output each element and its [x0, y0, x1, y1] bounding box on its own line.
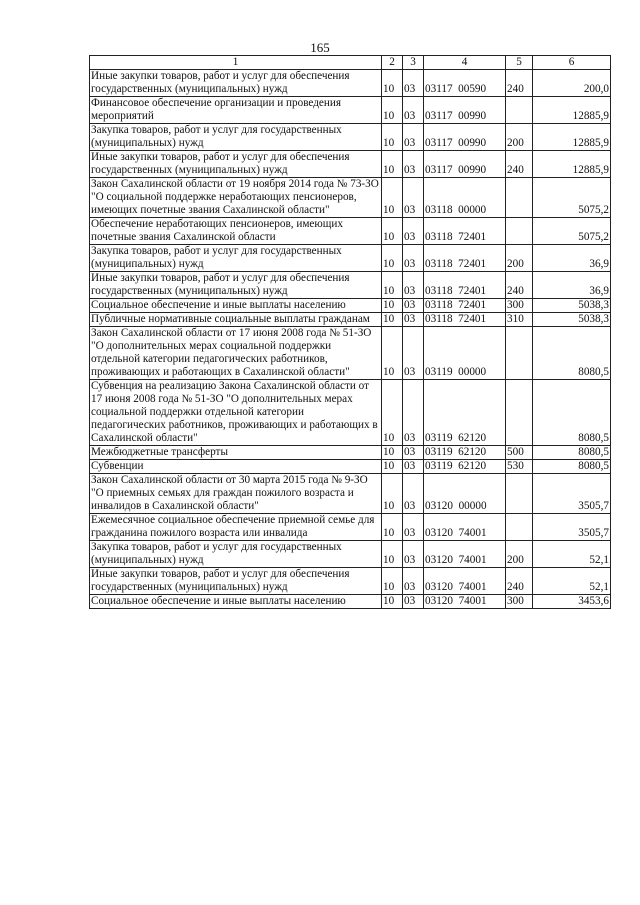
row-subsection: 03 [403, 595, 424, 609]
row-target-article: 03117 00590 [424, 70, 506, 97]
row-expense-type: 310 [506, 313, 533, 327]
row-amount: 12885,9 [533, 97, 611, 124]
row-name: Закон Сахалинской области от 19 ноября 2014 года № 73-ЗО "О социальной поддержке неработающих пенсионеров, имеющих почетные звания Сахалинской области" [90, 178, 382, 218]
row-subsection: 03 [403, 327, 424, 380]
row-amount: 8080,5 [533, 460, 611, 474]
row-expense-type: 240 [506, 70, 533, 97]
table-row [90, 514, 611, 541]
row-name: Субвенции [90, 460, 382, 474]
row-subsection: 03 [403, 313, 424, 327]
row-expense-type: 530 [506, 460, 533, 474]
table-row [90, 151, 611, 178]
row-subsection: 03 [403, 70, 424, 97]
row-name: Ежемесячное социальное обеспечение приемной семье для гражданина пожилого возраста или инвалида [90, 514, 382, 541]
row-expense-type [506, 327, 533, 380]
row-subsection: 03 [403, 178, 424, 218]
table-row [90, 124, 611, 151]
table-row [90, 245, 611, 272]
row-section: 10 [382, 245, 403, 272]
table-row [90, 178, 611, 218]
table-row [90, 541, 611, 568]
header-col-5: 5 [506, 56, 533, 70]
row-expense-type: 240 [506, 568, 533, 595]
row-amount: 8080,5 [533, 380, 611, 446]
row-section: 10 [382, 541, 403, 568]
row-expense-type [506, 514, 533, 541]
row-name: Закупка товаров, работ и услуг для государственных (муниципальных) нужд [90, 245, 382, 272]
row-expense-type: 500 [506, 446, 533, 460]
table-row [90, 299, 611, 313]
row-subsection: 03 [403, 568, 424, 595]
row-expense-type: 200 [506, 541, 533, 568]
row-target-article: 03120 74001 [424, 541, 506, 568]
row-target-article: 03118 00000 [424, 178, 506, 218]
row-name: Межбюджетные трансферты [90, 446, 382, 460]
row-subsection: 03 [403, 460, 424, 474]
page-number: 165 [310, 40, 330, 55]
row-amount: 3505,7 [533, 474, 611, 514]
budget-table [89, 55, 611, 609]
header-col-4: 4 [424, 56, 506, 70]
table-body [90, 70, 611, 609]
row-target-article: 03117 00990 [424, 151, 506, 178]
table-row [90, 70, 611, 97]
row-target-article: 03120 74001 [424, 568, 506, 595]
row-amount: 5075,2 [533, 218, 611, 245]
table-row [90, 460, 611, 474]
row-amount: 36,9 [533, 272, 611, 299]
row-name: Обеспечение неработающих пенсионеров, имеющих почетные звания Сахалинской области [90, 218, 382, 245]
row-amount: 8080,5 [533, 446, 611, 460]
row-section: 10 [382, 460, 403, 474]
row-subsection: 03 [403, 151, 424, 178]
row-amount: 3505,7 [533, 514, 611, 541]
table-row [90, 474, 611, 514]
row-target-article: 03120 74001 [424, 514, 506, 541]
table-row [90, 272, 611, 299]
row-section: 10 [382, 218, 403, 245]
row-amount: 8080,5 [533, 327, 611, 380]
row-target-article: 03118 72401 [424, 245, 506, 272]
table-row [90, 446, 611, 460]
row-amount: 200,0 [533, 70, 611, 97]
row-target-article: 03118 72401 [424, 313, 506, 327]
row-target-article: 03117 00990 [424, 97, 506, 124]
header-row [90, 56, 611, 70]
row-expense-type: 300 [506, 595, 533, 609]
row-expense-type: 240 [506, 151, 533, 178]
row-subsection: 03 [403, 380, 424, 446]
row-section: 10 [382, 178, 403, 218]
row-amount: 5038,3 [533, 299, 611, 313]
row-amount: 5075,2 [533, 178, 611, 218]
row-target-article: 03119 62120 [424, 446, 506, 460]
row-amount: 5038,3 [533, 313, 611, 327]
row-name: Иные закупки товаров, работ и услуг для обеспечения государственных (муниципальных) нужд [90, 568, 382, 595]
row-target-article: 03118 72401 [424, 218, 506, 245]
row-name: Социальное обеспечение и иные выплаты населению [90, 595, 382, 609]
row-section: 10 [382, 299, 403, 313]
row-target-article: 03119 62120 [424, 380, 506, 446]
row-expense-type [506, 178, 533, 218]
table-row [90, 595, 611, 609]
row-name: Финансовое обеспечение организации и проведения мероприятий [90, 97, 382, 124]
row-section: 10 [382, 568, 403, 595]
row-target-article: 03118 72401 [424, 299, 506, 313]
row-expense-type [506, 97, 533, 124]
row-subsection: 03 [403, 124, 424, 151]
row-subsection: 03 [403, 299, 424, 313]
table-row [90, 568, 611, 595]
row-name: Закон Сахалинской области от 30 марта 2015 года № 9-ЗО "О приемных семьях для граждан пожилого возраста и инвалидов в Сахалинской области" [90, 474, 382, 514]
row-subsection: 03 [403, 514, 424, 541]
row-subsection: 03 [403, 245, 424, 272]
row-expense-type: 200 [506, 124, 533, 151]
row-section: 10 [382, 272, 403, 299]
row-expense-type [506, 218, 533, 245]
header-col-1: 1 [90, 56, 382, 70]
row-section: 10 [382, 97, 403, 124]
row-expense-type: 300 [506, 299, 533, 313]
row-target-article: 03118 72401 [424, 272, 506, 299]
row-section: 10 [382, 514, 403, 541]
row-subsection: 03 [403, 541, 424, 568]
header-col-2: 2 [382, 56, 403, 70]
row-expense-type: 240 [506, 272, 533, 299]
row-section: 10 [382, 151, 403, 178]
row-section: 10 [382, 124, 403, 151]
row-subsection: 03 [403, 218, 424, 245]
row-section: 10 [382, 313, 403, 327]
row-target-article: 03120 74001 [424, 595, 506, 609]
header-col-3: 3 [403, 56, 424, 70]
row-amount: 52,1 [533, 541, 611, 568]
row-target-article: 03120 00000 [424, 474, 506, 514]
row-subsection: 03 [403, 272, 424, 299]
row-subsection: 03 [403, 446, 424, 460]
row-name: Иные закупки товаров, работ и услуг для обеспечения государственных (муниципальных) нужд [90, 70, 382, 97]
row-target-article: 03119 62120 [424, 460, 506, 474]
row-section: 10 [382, 595, 403, 609]
row-target-article: 03117 00990 [424, 124, 506, 151]
table-row [90, 97, 611, 124]
row-name: Публичные нормативные социальные выплаты гражданам [90, 313, 382, 327]
row-subsection: 03 [403, 97, 424, 124]
row-amount: 36,9 [533, 245, 611, 272]
row-name: Иные закупки товаров, работ и услуг для обеспечения государственных (муниципальных) нужд [90, 272, 382, 299]
row-name: Субвенция на реализацию Закона Сахалинской области от 17 июня 2008 года № 51-ЗО "О дополнительных мерах социальной поддержки отдельной категории педагогических работников, проживающих и работающих в Сахалинской области" [90, 380, 382, 446]
row-amount: 52,1 [533, 568, 611, 595]
table-row [90, 380, 611, 446]
row-section: 10 [382, 446, 403, 460]
row-expense-type [506, 380, 533, 446]
row-name: Социальное обеспечение и иные выплаты населению [90, 299, 382, 313]
row-section: 10 [382, 70, 403, 97]
row-expense-type: 200 [506, 245, 533, 272]
row-amount: 12885,9 [533, 124, 611, 151]
row-name: Иные закупки товаров, работ и услуг для обеспечения государственных (муниципальных) нужд [90, 151, 382, 178]
row-section: 10 [382, 380, 403, 446]
row-expense-type [506, 474, 533, 514]
row-section: 10 [382, 474, 403, 514]
row-name: Закупка товаров, работ и услуг для государственных (муниципальных) нужд [90, 541, 382, 568]
row-name: Закупка товаров, работ и услуг для государственных (муниципальных) нужд [90, 124, 382, 151]
table-row [90, 313, 611, 327]
row-amount: 3453,6 [533, 595, 611, 609]
table-row [90, 327, 611, 380]
row-name: Закон Сахалинской области от 17 июня 2008 года № 51-ЗО "О дополнительных мерах социальной поддержки отдельной категории педагогических работников, проживающих и работающих в Сахалинской области" [90, 327, 382, 380]
row-target-article: 03119 00000 [424, 327, 506, 380]
table-row [90, 218, 611, 245]
row-section: 10 [382, 327, 403, 380]
header-col-6: 6 [533, 56, 611, 70]
row-amount: 12885,9 [533, 151, 611, 178]
row-subsection: 03 [403, 474, 424, 514]
